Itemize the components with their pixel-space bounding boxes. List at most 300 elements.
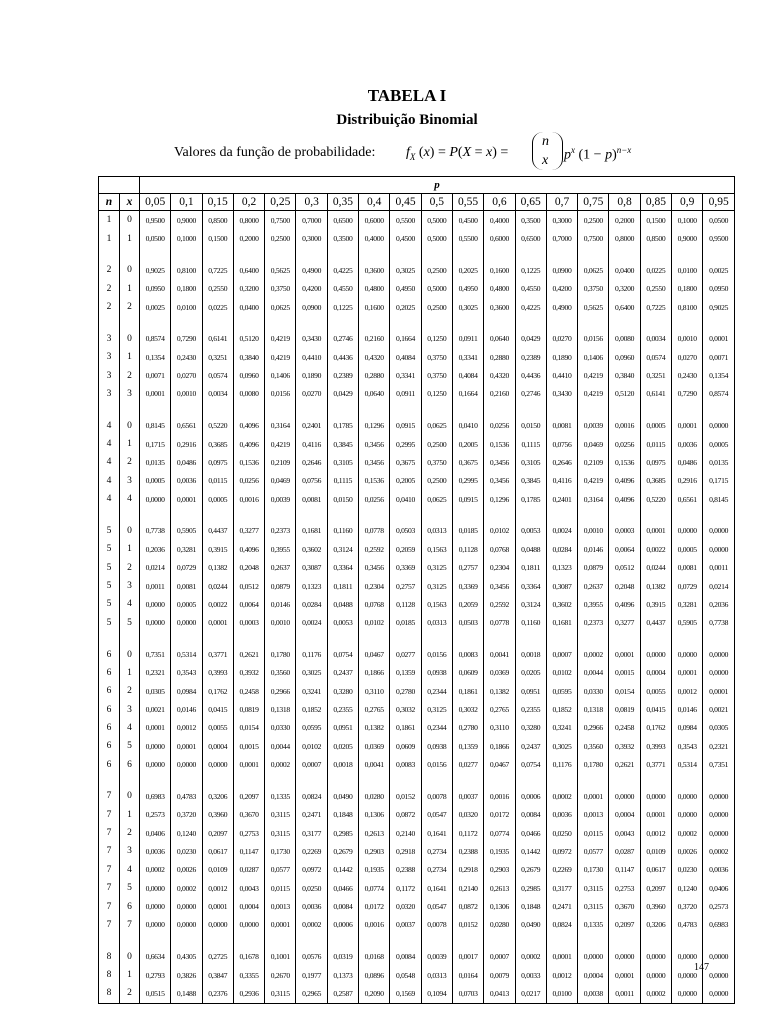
probability-cell: 0,2646	[546, 453, 577, 471]
probability-cell: 0,5314	[171, 645, 202, 663]
x-cell: 3	[120, 842, 140, 860]
probability-cell: 0,3840	[609, 366, 640, 384]
probability-cell: 0,0000	[703, 645, 735, 663]
table-row	[99, 522, 735, 540]
x-cell: 0	[120, 417, 140, 435]
probability-cell: 0,3993	[202, 664, 233, 682]
probability-cell: 0,4550	[515, 280, 546, 298]
probability-cell: 0,0022	[640, 540, 671, 558]
probability-cell: 0,0001	[640, 806, 671, 824]
probability-cell: 0,0024	[296, 614, 327, 632]
probability-cell: 0,3750	[421, 453, 452, 471]
n-cell: 7	[99, 787, 120, 805]
n-column-header: n	[99, 194, 120, 211]
n-cell: 4	[99, 435, 120, 453]
probability-cell: 0,1354	[140, 348, 171, 366]
probability-cell: 0,2005	[390, 472, 421, 490]
probability-cell: 0,0915	[452, 490, 483, 508]
probability-cell: 0,0313	[421, 614, 452, 632]
probability-cell: 0,2753	[233, 824, 264, 842]
p-value-header: 0,95	[703, 194, 735, 211]
probability-cell: 0,0003	[609, 522, 640, 540]
probability-cell: 0,1306	[484, 897, 515, 915]
probability-cell: 0,0024	[546, 522, 577, 540]
probability-cell: 0,0000	[672, 787, 703, 805]
table-row	[99, 916, 735, 934]
probability-cell: 0,0595	[296, 719, 327, 737]
probability-cell: 0,0150	[327, 490, 358, 508]
p-value-header: 0,7	[546, 194, 577, 211]
probability-cell: 0,2036	[703, 595, 735, 613]
probability-cell: 0,1160	[515, 614, 546, 632]
table-row	[99, 682, 735, 700]
x-cell: 1	[120, 806, 140, 824]
probability-cell: 0,0002	[640, 984, 671, 1003]
formula-label: Valores da função de probabilidade:	[174, 145, 376, 160]
n-cell: 5	[99, 559, 120, 577]
n-cell: 8	[99, 984, 120, 1003]
probability-cell: 0,0152	[452, 916, 483, 934]
probability-cell: 0,4783	[672, 916, 703, 934]
probability-cell: 0,0000	[609, 787, 640, 805]
probability-cell: 0,0012	[640, 824, 671, 842]
probability-cell: 0,2966	[265, 682, 296, 700]
probability-cell: 0,0824	[296, 787, 327, 805]
probability-cell: 0,1600	[484, 261, 515, 279]
probability-cell: 0,1147	[233, 842, 264, 860]
probability-cell: 0,5314	[672, 755, 703, 773]
p-value-header: 0,15	[202, 194, 233, 211]
probability-cell: 0,1225	[515, 261, 546, 279]
probability-cell: 0,0156	[421, 755, 452, 773]
probability-cell: 0,2880	[359, 366, 390, 384]
probability-cell: 0,1977	[296, 966, 327, 984]
probability-cell: 0,0415	[640, 700, 671, 718]
group-spacer	[99, 248, 735, 262]
probability-cell: 0,0320	[452, 806, 483, 824]
x-cell: 7	[120, 916, 140, 934]
probability-cell: 0,0044	[265, 737, 296, 755]
probability-cell: 0,1000	[672, 211, 703, 230]
probability-cell: 0,2458	[609, 719, 640, 737]
probability-cell: 0,2059	[390, 540, 421, 558]
probability-cell: 0,2269	[546, 861, 577, 879]
probability-cell: 0,4410	[546, 366, 577, 384]
n-cell: 5	[99, 522, 120, 540]
n-cell: 5	[99, 577, 120, 595]
table-row	[99, 595, 735, 613]
probability-cell: 0,0017	[452, 948, 483, 966]
probability-cell: 0,3251	[640, 366, 671, 384]
table-row	[99, 719, 735, 737]
probability-cell: 0,5500	[452, 229, 483, 247]
p-value-header: 0,35	[327, 194, 358, 211]
probability-cell: 0,3164	[265, 417, 296, 435]
probability-cell: 0,3456	[359, 435, 390, 453]
probability-cell: 0,1715	[140, 435, 171, 453]
table-row	[99, 280, 735, 298]
probability-cell: 0,2355	[327, 700, 358, 718]
probability-cell: 0,2613	[359, 824, 390, 842]
probability-cell: 0,0001	[672, 417, 703, 435]
probability-cell: 0,2458	[233, 682, 264, 700]
probability-cell: 0,1730	[578, 861, 609, 879]
formula-rhs: $p^x$ $(1 - p)^{n-x}$	[564, 145, 632, 163]
probability-cell: 0,7290	[672, 385, 703, 403]
probability-cell: 0,3025	[452, 298, 483, 316]
probability-cell: 0,0000	[140, 595, 171, 613]
probability-cell: 0,8000	[609, 229, 640, 247]
n-cell: 4	[99, 417, 120, 435]
probability-cell: 0,7500	[265, 211, 296, 230]
probability-cell: 0,2757	[452, 559, 483, 577]
probability-cell: 0,0000	[140, 614, 171, 632]
probability-cell: 0,0006	[327, 916, 358, 934]
probability-cell: 0,0778	[484, 614, 515, 632]
probability-cell: 0,0756	[296, 472, 327, 490]
probability-cell: 0,3560	[265, 664, 296, 682]
probability-cell: 0,3602	[296, 540, 327, 558]
probability-cell: 0,0001	[171, 737, 202, 755]
probability-cell: 0,7000	[296, 211, 327, 230]
x-cell: 0	[120, 948, 140, 966]
probability-cell: 0,2679	[515, 861, 546, 879]
n-cell: 6	[99, 664, 120, 682]
probability-cell: 0,3600	[484, 298, 515, 316]
probability-cell: 0,3280	[327, 682, 358, 700]
probability-cell: 0,3241	[296, 682, 327, 700]
probability-cell: 0,2995	[452, 472, 483, 490]
probability-cell: 0,4200	[546, 280, 577, 298]
probability-cell: 0,0778	[359, 522, 390, 540]
probability-cell: 0,3430	[296, 330, 327, 348]
p-value-header: 0,55	[452, 194, 483, 211]
probability-cell: 0,0002	[672, 824, 703, 842]
probability-cell: 0,7290	[171, 330, 202, 348]
probability-cell: 0,0244	[202, 577, 233, 595]
probability-cell: 0,0002	[296, 916, 327, 934]
probability-cell: 0,0896	[359, 966, 390, 984]
probability-cell: 0,1176	[296, 645, 327, 663]
probability-cell: 0,0146	[672, 700, 703, 718]
probability-cell: 0,7351	[140, 645, 171, 663]
probability-cell: 0,1861	[390, 719, 421, 737]
probability-cell: 0,1563	[421, 595, 452, 613]
p-value-header: 0,25	[265, 194, 296, 211]
probability-cell: 0,3543	[672, 737, 703, 755]
probability-cell: 0,0960	[609, 348, 640, 366]
probability-cell: 0,0036	[703, 861, 735, 879]
probability-cell: 0,1306	[359, 806, 390, 824]
probability-cell: 0,1172	[452, 824, 483, 842]
probability-cell: 0,3355	[233, 966, 264, 984]
probability-cell: 0,0011	[703, 559, 735, 577]
table-row	[99, 348, 735, 366]
probability-cell: 0,3364	[327, 559, 358, 577]
probability-cell: 0,0951	[515, 682, 546, 700]
probability-cell: 0,3115	[265, 984, 296, 1003]
probability-cell: 0,2765	[484, 700, 515, 718]
probability-cell: 0,2097	[609, 916, 640, 934]
n-cell: 6	[99, 645, 120, 663]
probability-cell: 0,3685	[202, 435, 233, 453]
probability-cell: 0,0000	[171, 614, 202, 632]
table-row	[99, 453, 735, 471]
x-cell: 3	[120, 577, 140, 595]
probability-cell: 0,4219	[578, 385, 609, 403]
probability-cell: 0,0625	[421, 417, 452, 435]
probability-cell: 0,3456	[359, 559, 390, 577]
p-value-header: 0,6	[484, 194, 515, 211]
probability-cell: 0,0002	[265, 755, 296, 773]
probability-cell: 0,1000	[171, 229, 202, 247]
probability-cell: 0,0256	[233, 472, 264, 490]
probability-cell: 0,1935	[484, 842, 515, 860]
probability-cell: 0,1382	[359, 719, 390, 737]
probability-cell: 0,0037	[390, 916, 421, 934]
group-spacer	[99, 934, 735, 948]
probability-cell: 0,2550	[640, 280, 671, 298]
probability-cell: 0,2679	[327, 842, 358, 860]
probability-cell: 0,0972	[296, 861, 327, 879]
probability-cell: 0,2321	[140, 664, 171, 682]
probability-cell: 0,0156	[578, 330, 609, 348]
n-cell: 3	[99, 330, 120, 348]
probability-cell: 0,1800	[171, 280, 202, 298]
x-column-header: x	[120, 194, 140, 211]
probability-cell: 0,0109	[640, 842, 671, 860]
probability-cell: 0,0950	[140, 280, 171, 298]
probability-cell: 0,0005	[672, 540, 703, 558]
probability-cell: 0,0950	[703, 280, 735, 298]
probability-cell: 0,2746	[515, 385, 546, 403]
probability-cell: 0,3750	[578, 280, 609, 298]
probability-cell: 0,0083	[390, 755, 421, 773]
probability-cell: 0,0081	[171, 577, 202, 595]
probability-cell: 0,0640	[484, 330, 515, 348]
probability-cell: 0,0320	[390, 897, 421, 915]
probability-cell: 0,0469	[578, 435, 609, 453]
probability-cell: 0,2780	[452, 719, 483, 737]
probability-cell: 0,1335	[578, 916, 609, 934]
probability-cell: 0,0001	[672, 664, 703, 682]
probability-cell: 0,0025	[703, 261, 735, 279]
probability-cell: 0,3280	[515, 719, 546, 737]
table-row	[99, 559, 735, 577]
probability-cell: 0,0034	[202, 385, 233, 403]
probability-cell: 0,8100	[672, 298, 703, 316]
probability-cell: 0,0225	[202, 298, 233, 316]
probability-cell: 0,1852	[296, 700, 327, 718]
probability-cell: 0,0172	[484, 806, 515, 824]
probability-cell: 0,3845	[327, 435, 358, 453]
probability-cell: 0,0225	[640, 261, 671, 279]
probability-cell: 0,0756	[546, 435, 577, 453]
probability-cell: 0,0012	[672, 682, 703, 700]
probability-cell: 0,0156	[421, 645, 452, 663]
probability-cell: 0,4436	[327, 348, 358, 366]
probability-cell: 0,0034	[640, 330, 671, 348]
probability-cell: 0,0609	[390, 737, 421, 755]
probability-cell: 0,1715	[703, 472, 735, 490]
probability-cell: 0,4900	[546, 298, 577, 316]
probability-cell: 0,8574	[140, 330, 171, 348]
probability-cell: 0,2344	[421, 719, 452, 737]
probability-cell: 0,0037	[452, 787, 483, 805]
probability-cell: 0,4000	[484, 211, 515, 230]
probability-cell: 0,0774	[359, 879, 390, 897]
table-row	[99, 298, 735, 316]
probability-cell: 0,3000	[296, 229, 327, 247]
probability-cell: 0,0001	[609, 966, 640, 984]
table-title: Distribuição Binomial	[336, 112, 478, 128]
probability-cell: 0,1382	[484, 682, 515, 700]
table-row	[99, 366, 735, 384]
probability-cell: 0,4800	[359, 280, 390, 298]
probability-cell: 0,4084	[390, 348, 421, 366]
x-cell: 2	[120, 559, 140, 577]
probability-cell: 0,0319	[327, 948, 358, 966]
probability-cell: 0,3543	[171, 664, 202, 682]
probability-cell: 0,5220	[640, 490, 671, 508]
probability-cell: 0,1500	[202, 229, 233, 247]
probability-cell: 0,0006	[515, 787, 546, 805]
probability-cell: 0,0000	[672, 522, 703, 540]
probability-cell: 0,0256	[359, 490, 390, 508]
probability-cell: 0,0007	[546, 645, 577, 663]
probability-cell: 0,0146	[265, 595, 296, 613]
probability-cell: 0,0000	[703, 824, 735, 842]
probability-cell: 0,4783	[171, 787, 202, 805]
probability-cell: 0,0001	[171, 490, 202, 508]
p-value-header: 0,45	[390, 194, 421, 211]
probability-cell: 0,3456	[484, 577, 515, 595]
probability-cell: 0,3600	[359, 261, 390, 279]
probability-cell: 0,6000	[484, 229, 515, 247]
probability-cell: 0,0154	[609, 682, 640, 700]
probability-cell: 0,0400	[233, 298, 264, 316]
probability-cell: 0,0900	[546, 261, 577, 279]
probability-cell: 0,3115	[265, 806, 296, 824]
probability-cell: 0,2388	[452, 842, 483, 860]
probability-cell: 0,1382	[202, 559, 233, 577]
probability-cell: 0,2373	[578, 614, 609, 632]
probability-cell: 0,6400	[233, 261, 264, 279]
probability-cell: 0,0100	[546, 984, 577, 1003]
probability-cell: 0,0016	[359, 916, 390, 934]
probability-cell: 0,0001	[265, 916, 296, 934]
probability-cell: 0,0415	[202, 700, 233, 718]
probability-cell: 0,2780	[390, 682, 421, 700]
probability-cell: 0,6000	[359, 211, 390, 230]
probability-cell: 0,6983	[703, 916, 735, 934]
probability-cell: 0,0503	[452, 614, 483, 632]
probability-cell: 0,1780	[578, 755, 609, 773]
probability-cell: 0,0026	[171, 861, 202, 879]
probability-cell: 0,9500	[703, 229, 735, 247]
probability-cell: 0,0330	[578, 682, 609, 700]
probability-cell: 0,3087	[546, 577, 577, 595]
group-spacer	[99, 632, 735, 646]
probability-cell: 0,0284	[546, 540, 577, 558]
p-value-header: 0,85	[640, 194, 671, 211]
probability-cell: 0,0150	[515, 417, 546, 435]
probability-cell: 0,2437	[327, 664, 358, 682]
n-cell: 5	[99, 614, 120, 632]
table-row	[99, 879, 735, 897]
probability-cell: 0,0078	[421, 916, 452, 934]
probability-cell: 0,0000	[703, 948, 735, 966]
probability-cell: 0,0000	[703, 417, 735, 435]
probability-cell: 0,0080	[609, 330, 640, 348]
probability-cell: 0,1785	[327, 417, 358, 435]
probability-cell: 0,0010	[171, 385, 202, 403]
probability-cell: 0,3000	[546, 211, 577, 230]
probability-cell: 0,0043	[233, 879, 264, 897]
probability-cell: 0,3277	[233, 522, 264, 540]
probability-cell: 0,0768	[359, 595, 390, 613]
probability-cell: 0,0007	[484, 948, 515, 966]
probability-cell: 0,4225	[327, 261, 358, 279]
probability-cell: 0,0400	[609, 261, 640, 279]
probability-cell: 0,1318	[578, 700, 609, 718]
probability-cell: 0,2437	[515, 737, 546, 755]
probability-cell: 0,0000	[672, 645, 703, 663]
probability-cell: 0,4550	[327, 280, 358, 298]
x-cell: 2	[120, 366, 140, 384]
probability-cell: 0,1780	[265, 645, 296, 663]
probability-cell: 0,0036	[546, 806, 577, 824]
probability-cell: 0,1762	[202, 682, 233, 700]
probability-cell: 0,4219	[578, 472, 609, 490]
probability-cell: 0,0490	[515, 916, 546, 934]
probability-cell: 0,0080	[233, 385, 264, 403]
probability-cell: 0,4084	[452, 366, 483, 384]
probability-cell: 0,0021	[140, 700, 171, 718]
probability-cell: 0,3341	[452, 348, 483, 366]
probability-cell: 0,3670	[233, 806, 264, 824]
probability-cell: 0,3125	[421, 700, 452, 718]
probability-cell: 0,0250	[546, 824, 577, 842]
probability-cell: 0,7351	[703, 755, 735, 773]
probability-cell: 0,2725	[202, 948, 233, 966]
probability-cell: 0,2916	[672, 472, 703, 490]
probability-cell: 0,3675	[390, 453, 421, 471]
probability-cell: 0,0469	[265, 472, 296, 490]
probability-cell: 0,0002	[140, 861, 171, 879]
probability-cell: 0,3960	[640, 897, 671, 915]
probability-cell: 0,2389	[327, 366, 358, 384]
probability-cell: 0,1811	[515, 559, 546, 577]
probability-cell: 0,0016	[484, 787, 515, 805]
probability-cell: 0,1852	[546, 700, 577, 718]
probability-cell: 0,4500	[452, 211, 483, 230]
probability-cell: 0,0055	[202, 719, 233, 737]
probability-cell: 0,0102	[546, 664, 577, 682]
probability-cell: 0,0270	[296, 385, 327, 403]
probability-cell: 0,0000	[672, 806, 703, 824]
probability-cell: 0,8500	[640, 229, 671, 247]
probability-cell: 0,1536	[609, 453, 640, 471]
probability-cell: 0,3200	[233, 280, 264, 298]
probability-cell: 0,0109	[202, 861, 233, 879]
p-value-header: 0,2	[233, 194, 264, 211]
probability-cell: 0,3032	[390, 700, 421, 718]
probability-cell: 0,0284	[296, 595, 327, 613]
probability-cell: 0,0000	[140, 737, 171, 755]
probability-cell: 0,0625	[421, 490, 452, 508]
probability-cell: 0,0500	[140, 229, 171, 247]
